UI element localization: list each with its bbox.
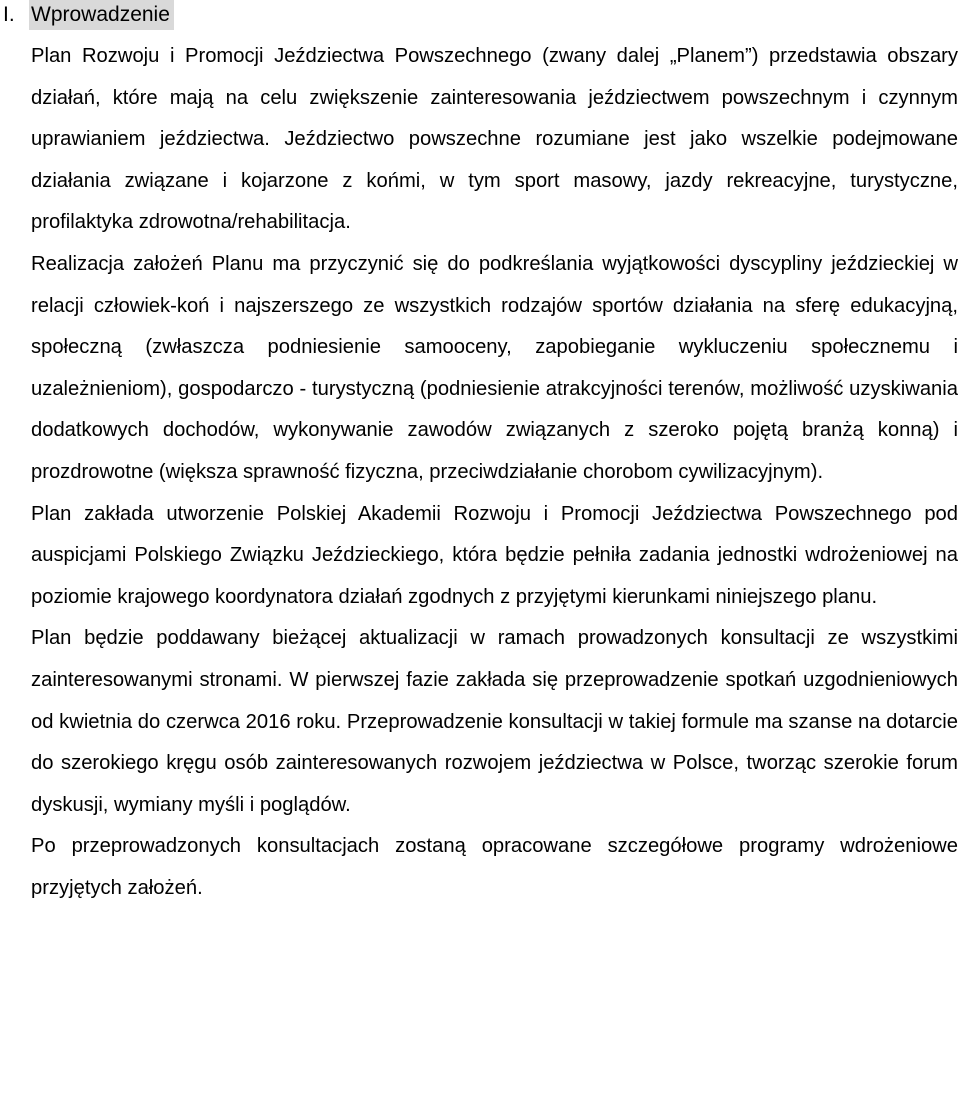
- section-title: Wprowadzenie: [29, 0, 174, 30]
- paragraph-goals: Realizacja założeń Planu ma przyczynić się do podkreślania wyjątkowości dyscypliny jeździeckiej w relacji człowiek-koń i najszerszego ze wszystkich rodzajów sportów działania na sferę edukacyjną, społeczną (zwłaszcza podniesienie samooceny, zapobieganie wykluczeniu społecznemu i uzależnieniom), gospodarczo - turystyczną (podniesienie atrakcyjności terenów, możliwość uzyskiwania dodatkowych dochodów, wykonywanie zawodów związanych z szeroko pojętą branżą konną) i prozdrowotne (większa sprawność fizyczna, przeciwdziałanie chorobom cywilizacyjnym).: [31, 252, 958, 483]
- paragraph-academy: Plan zakłada utworzenie Polskiej Akademii Rozwoju i Promocji Jeździectwa Powszechnego pod auspicjami Polskiego Związku Jeździeckiego, która będzie pełniła zadania jednostki wdrożeniowej na poziomie krajowego koordynatora działań zgodnych z przyjętymi kierunkami niniejszego planu.: [31, 502, 958, 608]
- section-number: I.: [3, 3, 15, 26]
- section-body: [31, 36, 958, 909]
- paragraph-programs: Po przeprowadzonych konsultacjach zostaną opracowane szczegółowe programy wdrożeniowe przyjętych założeń.: [31, 835, 958, 899]
- paragraph-intro: Plan Rozwoju i Promocji Jeździectwa Powszechnego (zwany dalej „Planem”) przedstawia obszary działań, które mają na celu zwiększenie zainteresowania jeździectwem powszechnym i czynnym uprawianiem jeździectwa. Jeździectwo powszechne rozumiane jest jako wszelkie podejmowane działania związane i kojarzone z końmi, w tym sport masowy, jazdy rekreacyjne, turystyczne, profilaktyka zdrowotna/rehabilitacja.: [31, 45, 958, 234]
- section-heading: [0, 0, 174, 30]
- paragraph-consultations: Plan będzie poddawany bieżącej aktualizacji w ramach prowadzonych konsultacji ze wszystkimi zainteresowanymi stronami. W pierwszej fazie zakłada się przeprowadzenie spotkań uzgodnieniowych od kwietnia do czerwca 2016 roku. Przeprowadzenie konsultacji w takiej formule ma szanse na dotarcie do szerokiego kręgu osób zainteresowanych rozwojem jeździectwa w Polsce, tworząc szerokie forum dyskusji, wymiany myśli i poglądów.: [31, 627, 958, 816]
